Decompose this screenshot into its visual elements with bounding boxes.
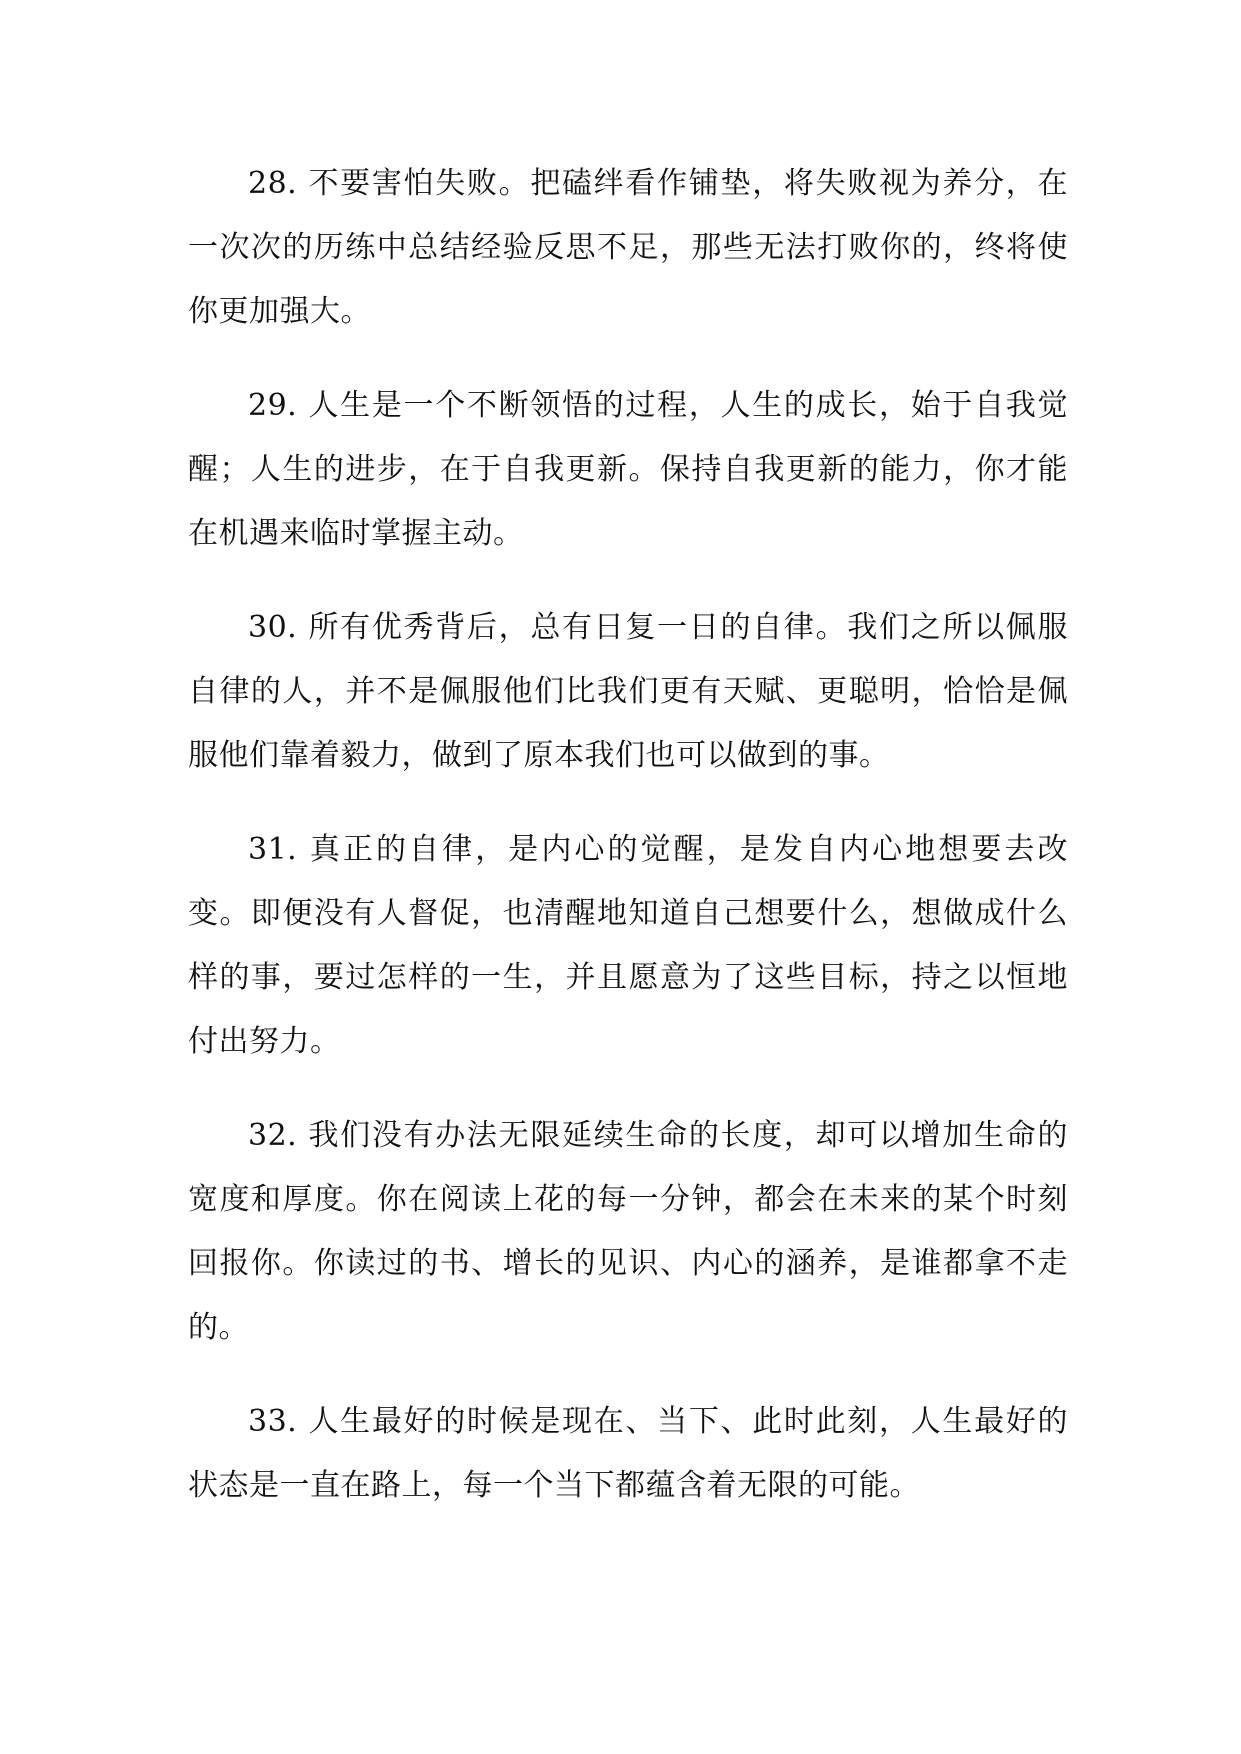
paragraph-31: 31. 真正的自律，是内心的觉醒，是发自内心地想要去改变。即便没有人督促，也清醒地知道自己想要什么，想做成什么样的事，要过怎样的一生，并且愿意为了这些目标，持之以恒地付出努力。: [188, 832, 1068, 1059]
paragraph-33: 33. 人生最好的时候是现在、当下、此时此刻，人生最好的状态是一直在路上，每一个当下都蕴含着无限的可能。: [188, 1404, 1068, 1503]
document-body: [188, 152, 1068, 1518]
paragraph-28: 28. 不要害怕失败。把磕绊看作铺垫，将失败视为养分，在一次次的历练中总结经验反思不足，那些无法打败你的，终将使你更加强大。: [188, 166, 1068, 329]
paragraph-29: 29. 人生是一个不断领悟的过程，人生的成长，始于自我觉醒；人生的进步，在于自我更新。保持自我更新的能力，你才能在机遇来临时掌握主动。: [188, 388, 1068, 551]
paragraph-30: 30. 所有优秀背后，总有日复一日的自律。我们之所以佩服自律的人，并不是佩服他们比我们更有天赋、更聪明，恰恰是佩服他们靠着毅力，做到了原本我们也可以做到的事。: [188, 610, 1068, 773]
paragraph-32: 32. 我们没有办法无限延续生命的长度，却可以增加生命的宽度和厚度。你在阅读上花的每一分钟，都会在未来的某个时刻回报你。你读过的书、增长的见识、内心的涵养，是谁都拿不走的。: [188, 1118, 1068, 1345]
